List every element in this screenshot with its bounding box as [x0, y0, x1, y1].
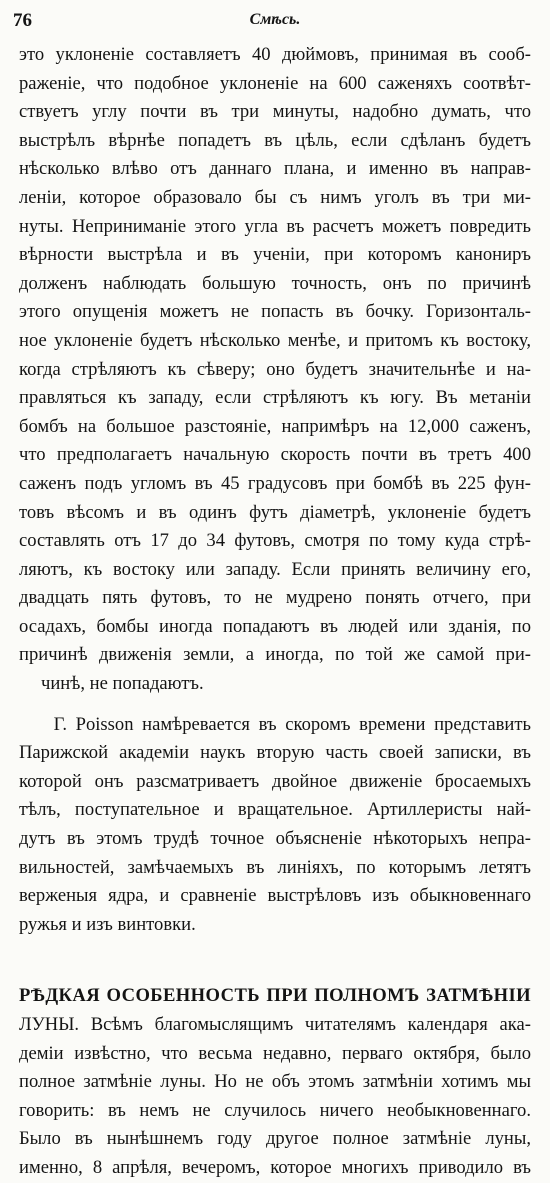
text-line: саженъ подъ угломъ въ 45 градусовъ при бомбѣ въ 225 фун-: [19, 472, 531, 494]
text-line: ляютъ, къ востоку или западу. Если принять величину его,: [19, 558, 531, 580]
section-heading: РѢДКАЯ ОСОБЕННОСТЬ ПРИ ПОЛНОМЪ ЗАТМѢНІИ: [19, 985, 531, 1007]
text-line: двадцать пять футовъ, то не мудрено понять отчего, при: [19, 587, 531, 609]
paragraph-2: [19, 711, 531, 940]
text-line: именно, 8 апрѣля, вечеромъ, которое многихъ приводило въ: [19, 1156, 531, 1178]
text-line: деміи извѣстно, что весьма недавно, перваго октября, было: [19, 1042, 531, 1064]
text-line: бомбъ на большое разстояніе, напримѣръ на 12,000 саженъ,: [19, 415, 531, 437]
running-title: Смѣсь.: [249, 11, 301, 28]
text-line: Парижской академіи наукъ вторую часть своей записки, въ: [19, 742, 531, 764]
text-line: полное затмѣніе луны. Но не объ этомъ затмѣніи хотимъ мы: [19, 1071, 531, 1093]
text-line: ное уклоненіе будетъ нѣсколько менѣе, и притомъ къ востоку,: [19, 329, 531, 351]
text-line: нѣсколько влѣво отъ даннаго плана, и именно въ направ-: [19, 158, 531, 180]
text-line: вѣрности выстрѣла и въ ученіи, при которомъ канониръ: [19, 244, 531, 266]
text-line: которой онъ разсматриваетъ двойное движеніе бросаемыхъ: [19, 770, 531, 792]
page-number: 76: [13, 10, 32, 31]
text-line: говорить: въ немъ не случилось ничего необыкновеннаго.: [19, 1099, 531, 1121]
paragraph-1: [19, 41, 531, 699]
text-line: верженыя ядра, и сравненіе выстрѣловъ изъ обыкновеннаго: [19, 885, 531, 907]
text-line: вильностей, замѣчаемыхъ въ линіяхъ, по которымъ летятъ: [19, 856, 531, 878]
text-line: Было въ нынѣшнемъ году другое полное затмѣніе луны,: [19, 1128, 531, 1150]
text-line: леніи, которое образовало бы съ нимъ уголъ въ три ми-: [19, 186, 531, 208]
text-line: что предполагаетъ начальную скорость почти въ третъ 400: [19, 444, 531, 466]
text-line: раженіе, что подобное уклоненіе на 600 саженяхъ соотвѣт-: [19, 72, 531, 94]
body-text: [19, 41, 531, 1183]
text-line: правляться къ западу, если стрѣляютъ къ югу. Въ метаніи: [19, 387, 531, 409]
text-line: составлять отъ 17 до 34 футовъ, смотря по тому куда стрѣ-: [19, 530, 531, 552]
text-line: ЛУНЫ. Всѣмъ благомыслящимъ читателямъ календаря ака-: [19, 1014, 531, 1035]
text-line: осадахъ, бомбы иногда попадаютъ въ людей или зданія, по: [19, 615, 531, 637]
text-line: товъ вѣсомъ и въ одинъ футъ діаметрѣ, уклоненіе будетъ: [19, 501, 531, 523]
paragraph-3: [19, 982, 531, 1182]
page-header: [0, 0, 550, 40]
text-line: нуты. Неприниманіе этого угла въ расчетъ можетъ повредить: [19, 215, 531, 237]
text-line: дутъ въ этомъ трудѣ точное объясненіе нѣкоторыхъ непра-: [19, 828, 531, 850]
text-line: этого опущенія можетъ не попасть въ бочку. Горизонталь-: [19, 301, 531, 323]
text-line: причинѣ движенія земли, а иногда, по той же самой при-: [19, 644, 531, 666]
text-line: ружья и изъ винтовки.: [19, 913, 196, 935]
text-line: долженъ наблюдать большую точность, онъ по причинѣ: [19, 272, 531, 294]
text-line: это уклоненіе составляетъ 40 дюймовъ, принимая въ сооб-: [19, 44, 531, 65]
text-line: чинѣ, не попадаютъ.: [41, 673, 204, 695]
text-line: Г. Poisson намѣревается въ скоромъ времени представить: [19, 713, 531, 735]
text-line: когда стрѣляютъ къ сѣверу; оно будетъ значительнѣе и на-: [19, 358, 531, 380]
text-line: тѣлъ, поступательное и вращательное. Артиллеристы най-: [19, 799, 531, 821]
text-line: ствуетъ углу почти въ три минуты, надобно думать, что: [19, 101, 531, 123]
text-line: выстрѣлъ вѣрнѣе попадетъ въ цѣль, если сдѣланъ будетъ: [19, 129, 531, 151]
